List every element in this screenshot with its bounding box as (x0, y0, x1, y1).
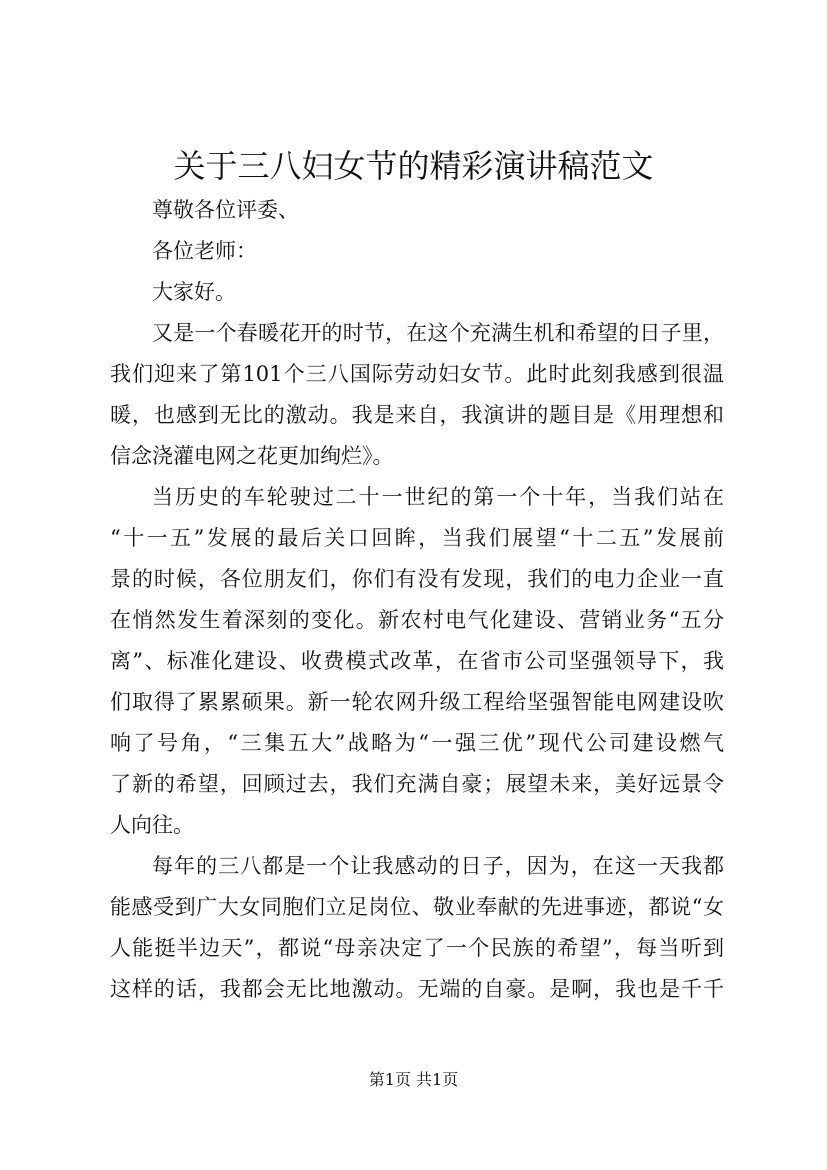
text-line: 又是一个春暖花开的时节，在这个充满生机和希望的日子里， (152, 321, 724, 345)
text-line: 暖，也感到无比的激动。我是来自，我演讲的题目是《用理想和 (110, 403, 724, 427)
text-line: 在悄然发生着深刻的变化。新农村电气化建设、营销业务“五分 (110, 608, 724, 632)
text-line: 能感受到广大女同胞们立足岗位、敬业奉献的先进事迹，都说“女 (110, 895, 724, 919)
document-body (110, 190, 724, 1010)
page-footer: 第1页 共1页 (368, 1070, 459, 1089)
text-line: 这样的话，我都会无比地激动。无端的自豪。是啊，我也是千千 (110, 977, 724, 1001)
text-line: 们取得了累累硕果。新一轮农网升级工程给坚强智能电网建设吹 (110, 690, 724, 714)
text-line: 我们迎来了第101个三八国际劳动妇女节。此时此刻我感到很温 (110, 362, 724, 386)
text-line: 每年的三八都是一个让我感动的日子，因为，在这一天我都 (152, 854, 724, 878)
text-line: 各位老师： (152, 239, 257, 263)
text-line: 景的时候，各位朋友们，你们有没有发现，我们的电力企业一直 (110, 567, 724, 591)
text-line: 离”、标准化建设、收费模式改革，在省市公司坚强领导下，我 (110, 649, 724, 673)
text-line: 人能挺半边天”，都说“母亲决定了一个民族的希望”，每当听到 (110, 936, 724, 960)
text-line: 响了号角，“三集五大”战略为“一强三优”现代公司建设燃气 (110, 731, 724, 755)
text-line: 当历史的车轮驶过二十一世纪的第一个十年，当我们站在 (152, 485, 724, 509)
text-line: 大家好。 (152, 280, 236, 304)
document-title: 关于三八妇女节的精彩演讲稿范文 (173, 147, 654, 185)
text-line: 尊敬各位评委、 (152, 198, 299, 222)
text-line: 信念浇灌电网之花更加绚烂》。 (110, 444, 394, 468)
text-line: 了新的希望，回顾过去，我们充满自豪；展望未来，美好远景令 (110, 772, 724, 796)
text-line: 人向往。 (110, 813, 194, 837)
text-line: “十一五”发展的最后关口回眸，当我们展望“十二五”发展前 (110, 526, 724, 550)
